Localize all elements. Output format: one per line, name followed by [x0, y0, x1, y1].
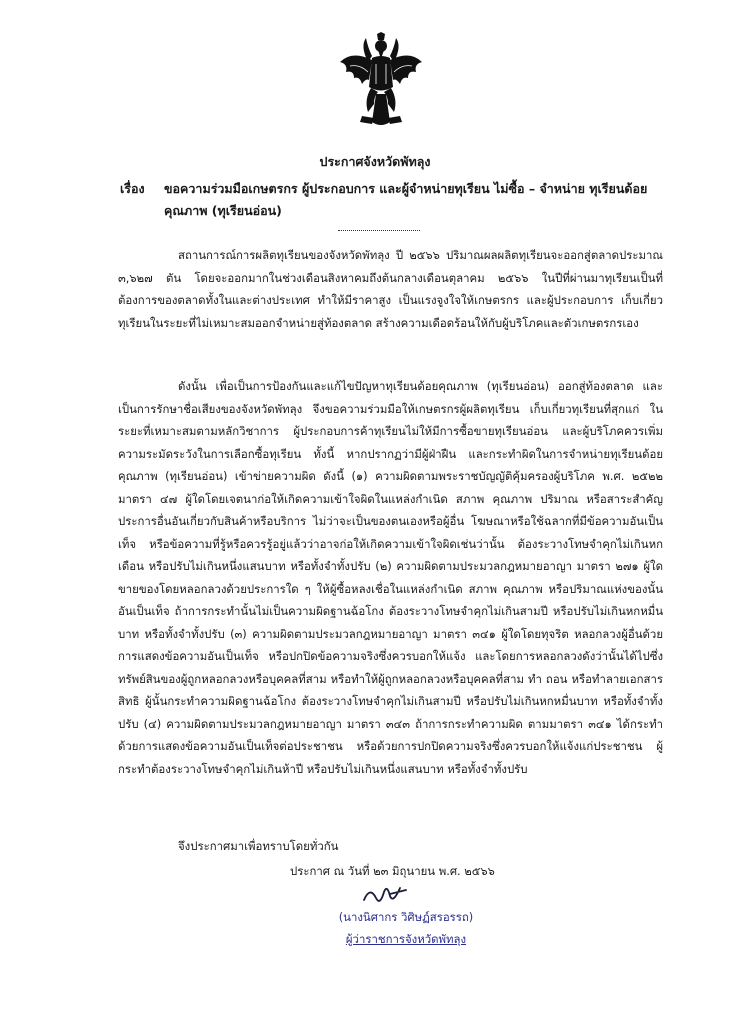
signer-name: (นางนิศากร วิศิษฏ์สรอรรถ): [338, 910, 474, 924]
announcement-title: ประกาศจังหวัดพัทลุง: [319, 154, 431, 169]
subject-label: เรื่อง: [120, 181, 145, 196]
paragraph-closing: จึงประกาศมาเพื่อทราบโดยทั่วกัน: [178, 839, 339, 853]
garuda-emblem-icon: [338, 32, 424, 128]
handwritten-signature: [360, 880, 410, 908]
signer-position: ผู้ว่าราชการจังหวัดพัทลุง: [345, 932, 467, 946]
paragraph-request-and-penalties: ดังนั้น เพื่อเป็นการป้องกันและแก้ไขปัญหาทุเรียนด้อยคุณภาพ (ทุเรียนอ่อน) ออกสู่ท้องตลาด และเป็นการรักษาชื่อเสียงของจังหวัดพัทลุง จึงขอความร่วมมือให้เกษตรกรผู้ผลิตทุเรียน เก็บเกี่ยวทุเรียนที่สุกแก่ ในระยะที่เหมาะสมตามหลักวิชาการ ผู้ประกอบการค้าทุเรียนไม่ให้มีการซื้อขายทุเรียนอ่อน และผู้บริโภคควรเพิ่มความระมัดระวังในการเลือกซื้อทุเรียน ทั้งนี้ หากปรากฏว่ามีผู้ฝ่าฝืน และกระทำผิดในการจำหน่ายทุเรียนด้อยคุณภาพ (ทุเรียนอ่อน) เข้าข่ายความผิด ดังนี้ (๑) ความผิดตามพระราชบัญญัติคุ้มครองผู้บริโภค พ.ศ. ๒๕๒๒ มาตรา ๔๗ ผู้ใดโดยเจตนาก่อให้เกิดความเข้าใจผิดในแหล่งกำเนิด สภาพ คุณภาพ ปริมาณ หรือสาระสำคัญประการอื่นอันเกี่ยวกับสินค้าหรือบริการ ไม่ว่าจะเป็นของตนเองหรือผู้อื่น โฆษณาหรือใช้ฉลากที่มีข้อความอันเป็นเท็จ หรือข้อความที่รู้หรือควรรู้อยู่แล้วว่าอาจก่อให้เกิดความเข้าใจผิดเช่นว่านั้น ต้องระวางโทษจำคุกไม่เกินหกเดือน หรือปรับไม่เกินหนึ่งแสนบาท หรือทั้งจำทั้งปรับ (๒) ความผิดตามประมวลกฎหมายอาญา มาตรา ๒๗๑ ผู้ใดขายของโดยหลอกลวงด้วยประการใด ๆ ให้ผู้ซื้อหลงเชื่อในแหล่งกำเนิด สภาพ คุณภาพ หรือปริมาณแห่งของนั้นอันเป็นเท็จ ถ้าการกระทำนั้นไม่เป็นความผิดฐานฉ้อโกง ต้องระวางโทษจำคุกไม่เกินสามปี หรือปรับไม่เกินหกหมื่นบาท หรือทั้งจำทั้งปรับ (๓) ความผิดตามประมวลกฎหมายอาญา มาตรา ๓๔๑ ผู้ใดโดยทุจริต หลอกลวงผู้อื่นด้วยการแสดงข้อความอันเป็นเท็จ หรือปกปิดข้อความจริงซึ่งควรบอกให้แจ้ง และโดยการหลอกลวงดังว่านั้นได้ไปซึ่งทรัพย์สินของผู้ถูกหลอกลวงหรือบุคคลที่สาม หรือทำให้ผู้ถูกหลอกลวงหรือบุคคลที่สาม ทำ ถอน หรือทำลายเอกสารสิทธิ ผู้นั้นกระทำความผิดฐานฉ้อโกง ต้องระวางโทษจำคุกไม่เกินสามปี หรือปรับไม่เกินหกหมื่นบาท หรือทั้งจำทั้งปรับ (๔) ความผิดตามประมวลกฎหมายอาญา มาตรา ๓๔๓ ถ้าการกระทำความผิด ตามมาตรา ๓๔๑ ได้กระทำด้วยการแสดงข้อความอันเป็นเท็จต่อประชาชน หรือด้วยการปกปิดความจริงซึ่งควรบอกให้แจ้งแก่ประชาชน ผู้กระทำต้องระวางโทษจำคุกไม่เกินห้าปี หรือปรับไม่เกินหนึ่งแสนบาท หรือทั้งจำทั้งปรับ: [118, 379, 663, 776]
paragraph-situation: สถานการณ์การผลิตทุเรียนของจังหวัดพัทลุง ปี ๒๕๖๖ ปริมาณผลผลิตทุเรียนจะออกสู่ตลาดประมาณ ๓,๖๒๗ ตัน โดยจะออกมากในช่วงเดือนสิงหาคมถึงต้นกลางเดือนตุลาคม ๒๕๖๖ ในปีที่ผ่านมาทุเรียนเป็นที่ต้องการของตลาดทั้งในและต่างประเทศ ทำให้มีราคาสูง เป็นแรงจูงใจให้เกษตรกร และผู้ประกอบการ เก็บเกี่ยวทุเรียนในระยะที่ไม่เหมาะสมออกจำหน่ายสู่ท้องตลาด สร้างความเดือดร้อนให้กับผู้บริโภคและตัวเกษตรกรเอง: [118, 248, 663, 330]
separator-line: [338, 230, 420, 231]
subject-text: ขอความร่วมมือเกษตรกร ผู้ประกอบการ และผู้จำหน่ายทุเรียน ไม่ซื้อ – จำหน่าย ทุเรียนด้อยคุณภาพ (ทุเรียนอ่อน): [164, 181, 648, 218]
signer-block: [316, 906, 496, 950]
announcement-date: ประกาศ ณ วันที่ ๒๓ มิถุนายน พ.ศ. ๒๕๖๖: [290, 864, 495, 878]
